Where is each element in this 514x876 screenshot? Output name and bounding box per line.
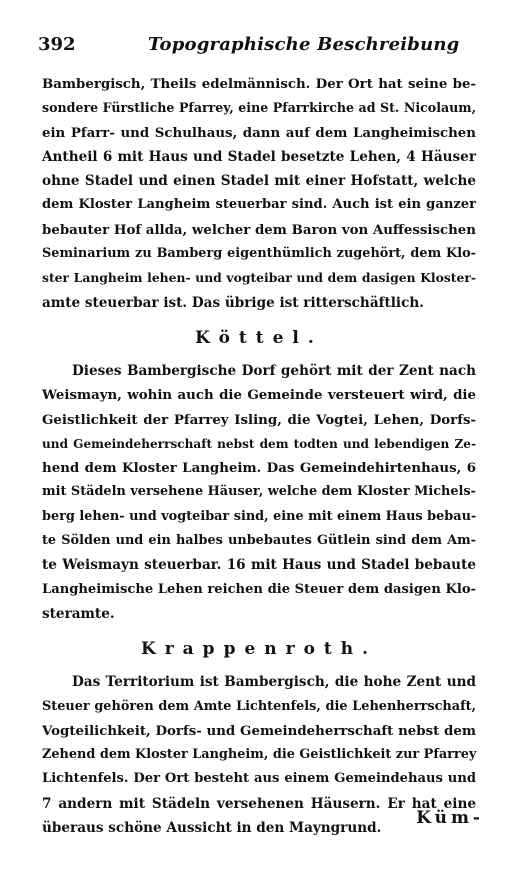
text-line: te Weismayn steuerbar. 16 mit Haus und Stadel bebaute (42, 557, 476, 574)
text-line: Steuer gehören dem Amte Lichtenfels, die Lehenherrschaft, (42, 698, 476, 714)
text-line: dem Kloster Langheim steuerbar sind. Auch ist ein ganzer (42, 197, 476, 213)
text-line: Bambergisch, Theils edelmännisch. Der Ort hat seine be- (42, 76, 476, 92)
section-heading-koettel: Köttel. (195, 327, 323, 348)
text-line: Antheil 6 mit Haus und Stadel besetzte Lehen, 4 Häuser (42, 148, 476, 165)
paragraph-continuation (42, 72, 476, 315)
text-line: ster Langheim lehen- und vogteibar und dem dasigen Kloster- (42, 270, 476, 286)
paragraph-koettel (42, 359, 476, 626)
text-line: Dieses Bambergische Dorf gehört mit der Zent nach (72, 362, 476, 379)
text-line: Lichtenfels. Der Ort besteht aus einem Gemeindehaus und (42, 771, 476, 787)
text-line: ein Pfarr- und Schulhaus, dann auf dem Langheimischen (42, 124, 476, 141)
text-line: berg lehen- und vogteibar sind, eine mit einem Haus bebau- (42, 508, 477, 524)
paragraph-krappenroth (42, 670, 476, 840)
text-line: te Sölden und ein halbes unbebautes Gütlein sind dem Am- (42, 533, 476, 549)
text-line: ohne Stadel und einen Stadel mit einer Hofstatt, welche (42, 173, 476, 190)
text-line: und Gemeindeherrschaft nebst dem todten und lebendigen Ze- (42, 436, 476, 451)
text-line: steramte. (42, 605, 115, 622)
text-line: Weismayn, wohin auch die Gemeinde versteuert wird, die (42, 387, 476, 404)
text-line: überaus schöne Aussicht in den Mayngrund. (42, 820, 382, 837)
text-line: Langheimische Lehen reichen die Steuer dem dasigen Klo- (42, 581, 476, 597)
text-line: sondere Fürstliche Pfarrey, eine Pfarrkirche ad St. Nicolaum, (42, 100, 476, 116)
running-title: Topographische Beschreibung (148, 34, 460, 55)
text-line: Das Territorium ist Bambergisch, die hohe Zent und (72, 674, 476, 691)
text-line: Geistlichkeit der Pfarrey Isling, die Vogtei, Lehen, Dorfs- (42, 411, 476, 428)
text-line: hend dem Kloster Langheim. Das Gemeindehirtenhaus, 6 (42, 460, 476, 477)
text-line: Zehend dem Kloster Langheim, die Geistlichkeit zur Pfarrey (42, 747, 477, 763)
text-line: mit Städeln versehene Häuser, welche dem Kloster Michels- (42, 484, 476, 500)
text-line: 7 andern mit Städeln versehenen Häusern. Er hat eine (42, 795, 476, 812)
text-line: Vogteilichkeit, Dorfs- und Gemeindeherrschaft nebst dem (42, 722, 476, 739)
page-body (42, 72, 476, 840)
text-line: bebauter Hof allda, welcher dem Baron von Auffessischen (42, 221, 476, 238)
page-header (38, 34, 474, 64)
catchword: Küm- (416, 808, 484, 828)
text-line: amte steuerbar ist. Das übrige ist ritterschäftlich. (42, 294, 424, 311)
page-number: 392 (38, 34, 76, 55)
section-heading-krappenroth: Krappenroth. (140, 639, 378, 660)
text-line: Seminarium zu Bamberg eigenthümlich zugehört, dem Klo- (42, 246, 476, 262)
